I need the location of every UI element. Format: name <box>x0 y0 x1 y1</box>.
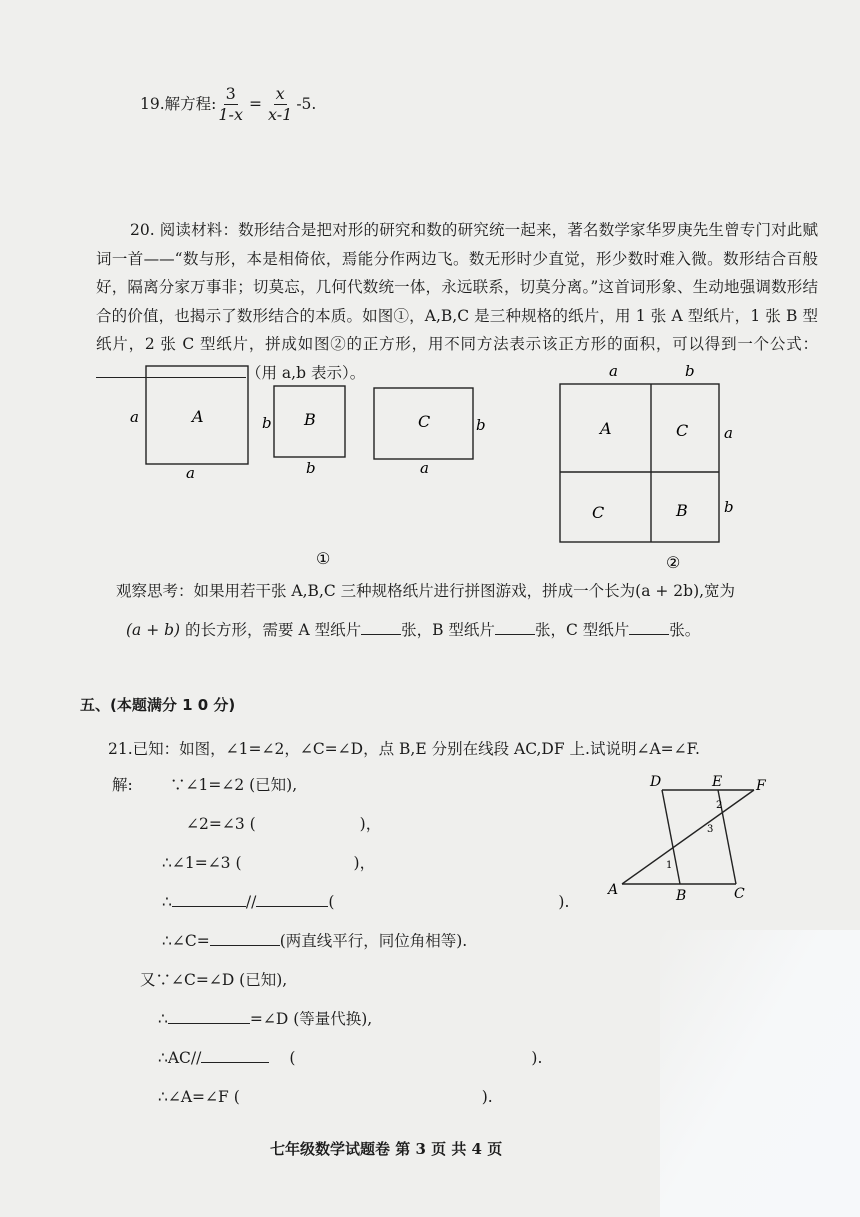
figure-2 <box>548 360 748 574</box>
q21-l7a: ∴ <box>158 1010 168 1028</box>
q21-line-3 <box>162 854 375 873</box>
q21-line-5 <box>162 932 467 951</box>
fig-label-F: F <box>756 778 766 794</box>
caption-1: ① <box>316 549 331 568</box>
cell-bottom-left: C <box>592 503 605 522</box>
big-square <box>560 384 719 542</box>
q21-line-4 <box>162 893 569 912</box>
q21-l3a: ∴∠1=∠3 ( <box>162 854 242 872</box>
q19-lhs-den: 1-x <box>218 105 243 124</box>
q21-line-2 <box>186 815 381 834</box>
q21-jie: 解: <box>112 776 133 794</box>
cell-top-left: A <box>600 419 612 438</box>
q21-figure <box>600 770 790 904</box>
fig-label-B: B <box>676 888 687 904</box>
q19-rhs-den: x-1 <box>267 105 293 124</box>
label-C: C <box>418 412 431 431</box>
q21-l9b: ). <box>481 1088 493 1106</box>
label-B: B <box>304 410 316 429</box>
q21-l5b: (两直线平行，同位角相等). <box>279 932 468 950</box>
blank-angle-sub[interactable] <box>168 1022 250 1024</box>
q21-l4d: ). <box>558 893 570 911</box>
q19-tail: -5. <box>296 95 317 114</box>
blank-parallel-2[interactable] <box>256 905 328 907</box>
page-footer: 七年级数学试题卷 第 3 页 共 4 页 <box>270 1140 503 1158</box>
label-a-left: a <box>130 408 139 426</box>
q20-observe-line-2 <box>126 621 700 640</box>
q20-para-end: （用 a,b 表示）。 <box>246 363 366 382</box>
q21-l8a: ∴AC// <box>158 1049 202 1067</box>
fig-label-A: A <box>608 882 619 898</box>
label-c-right: b <box>476 416 486 434</box>
q19-lhs-fraction <box>216 84 245 125</box>
q21-l8b: ( <box>289 1049 296 1067</box>
q21-line-9 <box>158 1088 493 1107</box>
section-5-title: 五、(本题满分 1 0 分) <box>80 696 236 714</box>
fig-angle-1: 1 <box>666 860 673 871</box>
figure-1 <box>124 360 504 574</box>
q21-l3b: )， <box>353 854 376 872</box>
label-b-bottom: b <box>306 459 316 477</box>
cell-bottom-right: B <box>676 501 688 520</box>
q21-stem: 21.已知：如图，∠1=∠2，∠C=∠D，点 B,E 分别在线段 AC,DF 上.试说明∠A=∠F. <box>108 740 700 758</box>
q21-l2a: ∠2=∠3 ( <box>186 815 256 833</box>
q20-observe-line-1: 观察思考：如果用若干张 A,B,C 三种规格纸片进行拼图游戏，拼成一个长为(a + 2b),宽为 <box>116 582 736 600</box>
blank-parallel-1[interactable] <box>172 905 246 907</box>
cell-top-right: C <box>676 421 689 440</box>
label-top-a: a <box>609 362 618 380</box>
blank-parallel-3[interactable] <box>201 1061 269 1063</box>
blank-angle-c[interactable] <box>210 944 280 946</box>
fig-label-E: E <box>712 774 723 790</box>
fig-angle-2: 2 <box>716 800 723 811</box>
fig-label-C: C <box>734 886 745 902</box>
q21-line-7 <box>158 1010 372 1029</box>
q19-prefix: 19.解方程: <box>140 95 217 114</box>
blank-b-count[interactable] <box>495 633 535 635</box>
q20-observe-expr: (a + b) <box>126 621 181 639</box>
q20-observe-l2d: 张。 <box>669 621 701 639</box>
q20-observe-l2c: 张，C 型纸片 <box>534 621 630 639</box>
label-c-bottom: a <box>420 459 429 477</box>
q21-l9a: ∴∠A=∠F ( <box>158 1088 240 1106</box>
q21-l7b: =∠D (等量代换), <box>249 1010 373 1028</box>
label-right-a: a <box>724 424 733 442</box>
q21-line-6: 又∵∠C=∠D (已知), <box>140 971 288 989</box>
q21-l4c: ( <box>328 893 335 911</box>
question-19 <box>140 84 316 125</box>
label-A: A <box>192 407 204 426</box>
fig-label-D: D <box>650 774 662 790</box>
q20-observe-l2b: 张，B 型纸片 <box>401 621 495 639</box>
label-a-bottom: a <box>186 464 195 482</box>
label-b-left: b <box>262 414 272 432</box>
q20-para-start: 20. 阅读材料：数形结合是把对形的研究和数的研究统一起来，著名数学家华罗庚先生曾专门对此赋词一首——“数与形，本是相倚依，焉能分作两边飞。数无形时少直觉，形少数时难入微。数形结合百般好，隔离分家万事非；切莫忘，几何代数统一体，永远联系，切莫分离。”这首词形象、生动地强调数形结合的价值，也揭示了数形结合的本质。如图①，A,B,C 是三种规格的纸片，用 1 张 A 型纸片，1 张 B 型纸片，2 张 C 型纸片，拼成如图②的正方形，用不同方法表示该正方形的面积，可以得到一个公式： <box>96 221 818 353</box>
caption-2: ② <box>666 553 681 572</box>
q19-lhs-num: 3 <box>225 84 236 103</box>
q21-l8c: ). <box>531 1049 543 1067</box>
blank-c-count[interactable] <box>629 633 669 635</box>
label-right-b: b <box>724 498 734 516</box>
q21-line-8 <box>158 1049 542 1068</box>
q21-l5a: ∴∠C= <box>162 932 210 950</box>
fig-angle-3: 3 <box>707 824 714 835</box>
label-top-b: b <box>685 362 695 380</box>
blank-a-count[interactable] <box>361 633 401 635</box>
q21-l4b: // <box>245 893 257 911</box>
q19-rhs-num: x <box>275 84 285 103</box>
q19-rhs-fraction <box>266 84 294 125</box>
q21-l4a: ∴ <box>162 893 172 911</box>
q21-line-1: ∵∠1=∠2 (已知), <box>170 776 298 794</box>
q20-observe-l2a: 的长方形，需要 A 型纸片 <box>185 621 362 639</box>
q19-eq: = <box>248 95 262 114</box>
photo-glare <box>660 930 860 1217</box>
q21-l2b: )， <box>359 815 382 833</box>
